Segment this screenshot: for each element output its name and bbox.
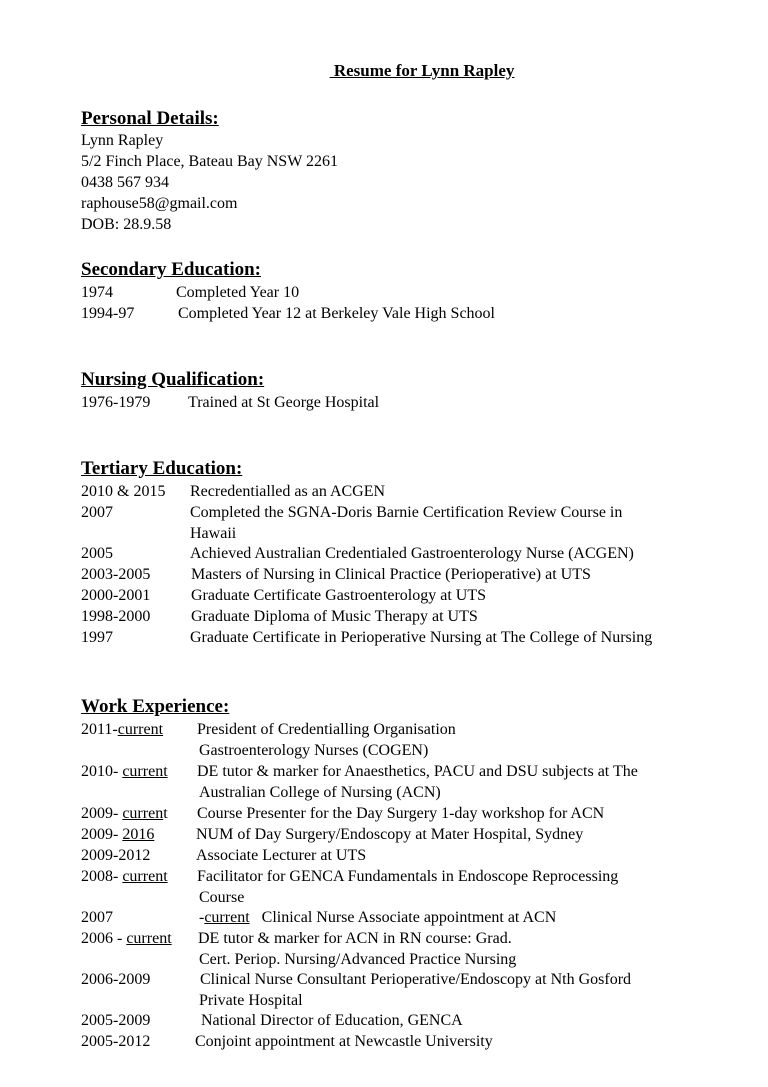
- entry-description: Recredentialled as an ACGEN: [190, 483, 386, 500]
- entry-description: Facilitator for GENCA Fundamentals in Endoscope Reprocessing: [197, 868, 619, 885]
- entry-description: President of Credentialling Organisation: [197, 721, 456, 738]
- entry-description: Graduate Certificate in Perioperative Nursing at The College of Nursing: [190, 629, 653, 646]
- entry-description: DE tutor & marker for Anaesthetics, PACU and DSU subjects at The: [197, 763, 638, 780]
- entry-description-continued: Hawaii: [190, 525, 237, 542]
- entry-description: Associate Lecturer at UTS: [196, 847, 367, 864]
- entry-date: 1998-2000: [81, 608, 151, 625]
- entry-description: -current Clinical Nurse Associate appointment at ACN: [199, 909, 557, 926]
- personal-dob: DOB: 28.9.58: [81, 216, 172, 233]
- entry-description: Completed Year 12 at Berkeley Vale High School: [178, 305, 495, 322]
- work-experience-heading: Work Experience:: [81, 696, 230, 717]
- entry-description: Masters of Nursing in Clinical Practice (Perioperative) at UTS: [191, 566, 591, 583]
- entry-date: 1976-1979: [81, 394, 151, 411]
- entry-description: Achieved Australian Credentialed Gastroenterology Nurse (ACGEN): [190, 545, 634, 562]
- entry-date: 2009- current: [81, 805, 168, 822]
- entry-date: 2003-2005: [81, 566, 151, 583]
- entry-date: 2005: [81, 545, 113, 562]
- personal-email: raphouse58@gmail.com: [81, 195, 238, 212]
- entry-date: 2009- 2016: [81, 826, 155, 843]
- entry-description: Clinical Nurse Consultant Perioperative/Endoscopy at Nth Gosford: [200, 971, 632, 988]
- entry-date: 2006-2009: [81, 971, 151, 988]
- entry-description: Course Presenter for the Day Surgery 1-day workshop for ACN: [197, 805, 605, 822]
- entry-description: National Director of Education, GENCA: [201, 1012, 463, 1029]
- entry-description: Graduate Certificate Gastroenterology at UTS: [191, 587, 486, 604]
- entry-description: DE tutor & marker for ACN in RN course: Grad.: [198, 930, 512, 947]
- page-title: Resume for Lynn Rapley: [329, 61, 515, 80]
- personal-details-heading: Personal Details:: [81, 108, 219, 129]
- entry-description-continued: Private Hospital: [199, 992, 303, 1009]
- entry-description-continued: Course: [199, 889, 245, 906]
- entry-date: 2007: [81, 504, 113, 521]
- entry-date: 2008- current: [81, 868, 168, 885]
- entry-date: 2000-2001: [81, 587, 151, 604]
- personal-name: Lynn Rapley: [81, 132, 164, 149]
- entry-description-continued: Gastroenterology Nurses (COGEN): [199, 742, 429, 759]
- entry-date: 2005-2009: [81, 1012, 151, 1029]
- entry-description: Conjoint appointment at Newcastle University: [195, 1033, 493, 1050]
- entry-description: Completed Year 10: [176, 284, 300, 301]
- entry-date: 1974: [81, 284, 113, 301]
- entry-date: 2007: [81, 909, 113, 926]
- entry-description-continued: Cert. Periop. Nursing/Advanced Practice Nursing: [199, 951, 517, 968]
- entry-date: 1997: [81, 629, 113, 646]
- entry-date: 2010 & 2015: [81, 483, 166, 500]
- secondary-education-heading: Secondary Education:: [81, 259, 261, 280]
- entry-description-continued: Australian College of Nursing (ACN): [199, 784, 441, 801]
- tertiary-education-heading: Tertiary Education:: [81, 458, 243, 479]
- entry-description: Completed the SGNA-Doris Barnie Certification Review Course in: [190, 504, 623, 521]
- personal-address: 5/2 Finch Place, Bateau Bay NSW 2261: [81, 153, 338, 170]
- entry-date: 1994-97: [81, 305, 135, 322]
- entry-date: 2010- current: [81, 763, 168, 780]
- entry-date: 2011-current: [81, 721, 164, 738]
- entry-description: Graduate Diploma of Music Therapy at UTS: [191, 608, 478, 625]
- entry-date: 2009-2012: [81, 847, 151, 864]
- personal-phone: 0438 567 934: [81, 174, 169, 191]
- entry-date: 2005-2012: [81, 1033, 151, 1050]
- entry-description: Trained at St George Hospital: [188, 394, 380, 411]
- entry-description: NUM of Day Surgery/Endoscopy at Mater Hospital, Sydney: [196, 826, 584, 843]
- nursing-qualification-heading: Nursing Qualification:: [81, 369, 265, 390]
- entry-date: 2006 - current: [81, 930, 172, 947]
